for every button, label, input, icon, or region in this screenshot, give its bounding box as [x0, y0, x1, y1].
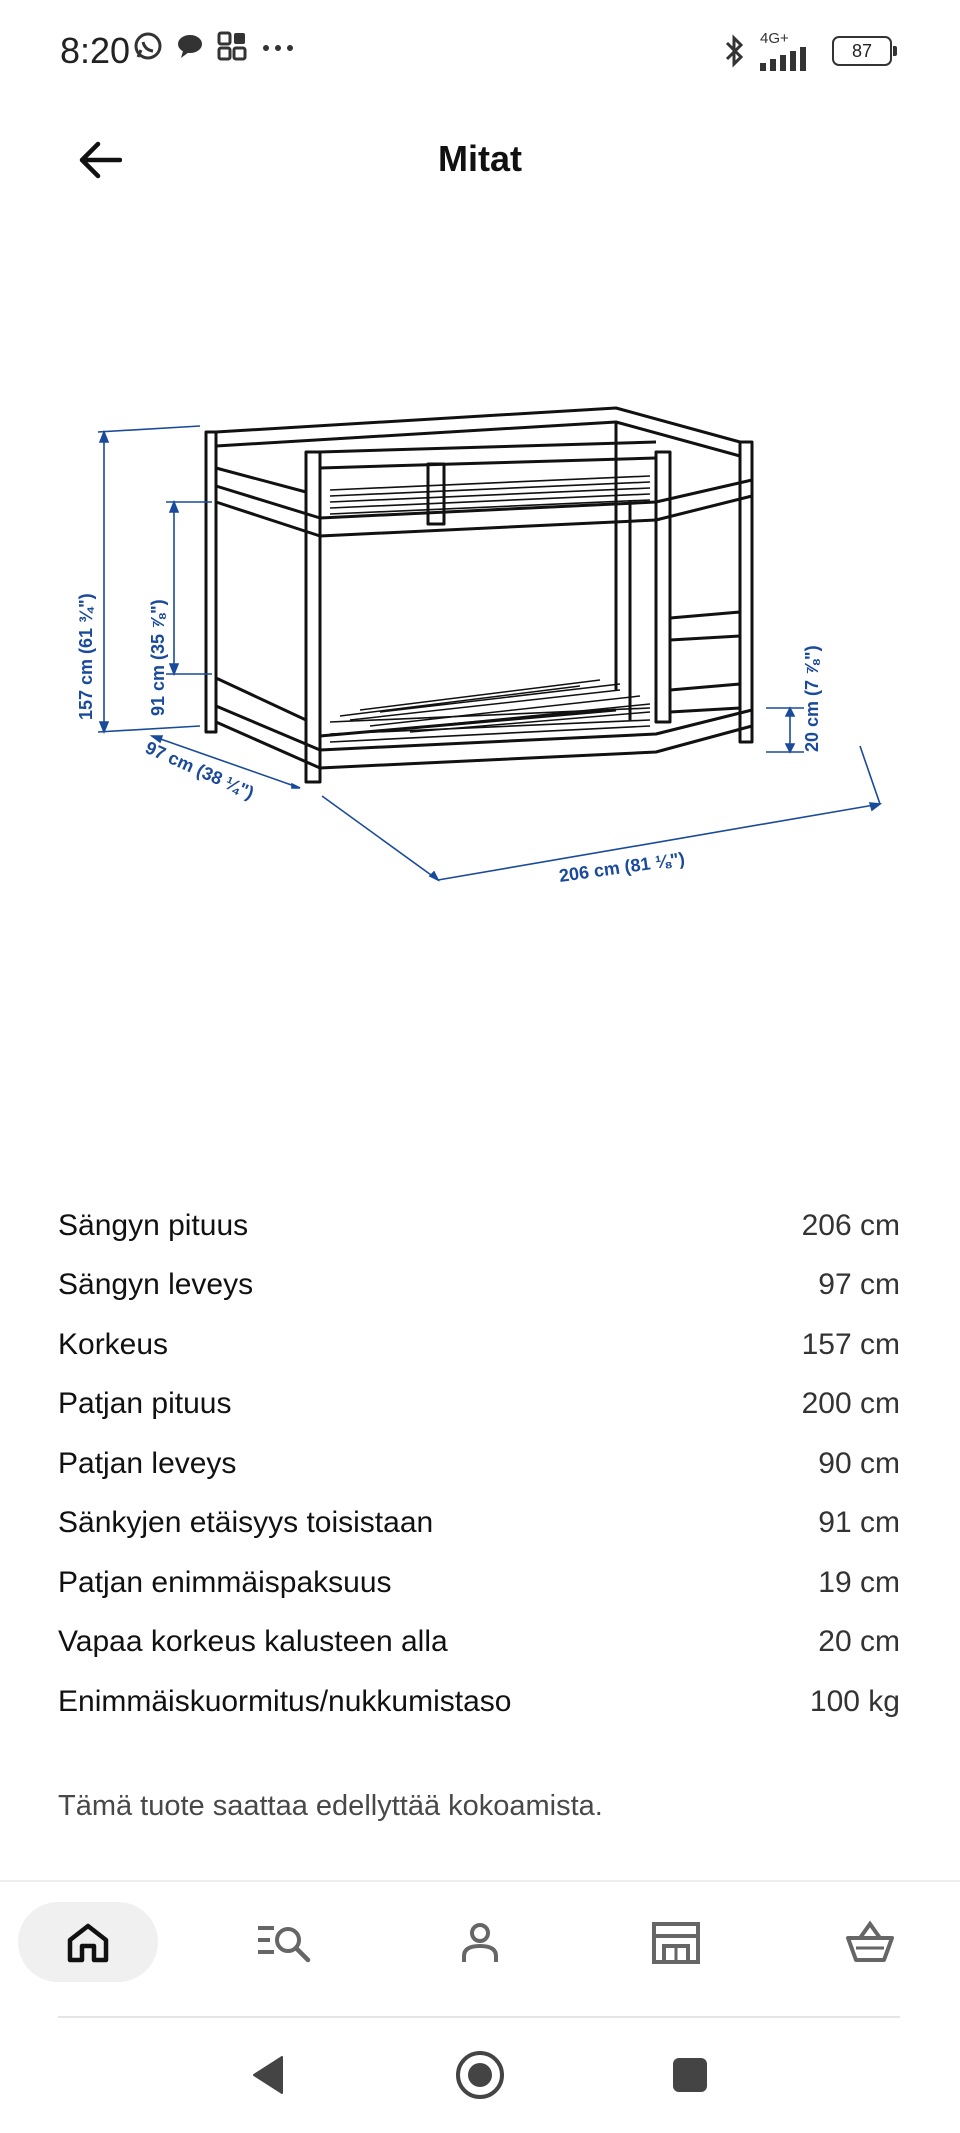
spec-value: 90 cm	[818, 1446, 900, 1480]
spec-label: Sänkyjen etäisyys toisistaan	[58, 1506, 434, 1540]
status-bar	[0, 0, 960, 100]
spec-label: Patjan pituus	[58, 1387, 232, 1421]
nav-basket[interactable]	[800, 1902, 940, 1982]
nav-divider	[0, 1880, 960, 1882]
spec-label: Patjan leveys	[58, 1446, 237, 1480]
apps-grid-icon	[216, 30, 248, 62]
battery-indicator: 87	[832, 36, 892, 66]
system-recents-button[interactable]	[650, 2040, 730, 2110]
system-home-button[interactable]	[440, 2040, 520, 2110]
system-back-button[interactable]	[228, 2040, 308, 2110]
home-icon	[64, 1918, 112, 1966]
chat-bubble-icon	[174, 30, 206, 62]
spec-row	[58, 1315, 900, 1375]
spec-value: 200 cm	[801, 1387, 900, 1421]
spec-value: 157 cm	[801, 1327, 900, 1361]
spec-row	[58, 1613, 900, 1673]
spec-row	[58, 1494, 900, 1554]
system-status-icons	[722, 30, 892, 71]
spec-label: Sängyn pituus	[58, 1208, 249, 1242]
dim-bunk-gap-label: 91 cm (35 ⅞")	[148, 599, 168, 716]
dim-width-label: 97 cm (38 ¼")	[142, 737, 258, 804]
profile-icon	[456, 1918, 504, 1966]
spec-value: 97 cm	[818, 1268, 900, 1302]
spec-label: Vapaa korkeus kalusteen alla	[58, 1625, 448, 1659]
spec-row	[58, 1553, 900, 1613]
spec-row	[58, 1256, 900, 1316]
spec-value: 100 kg	[809, 1684, 900, 1718]
spec-list	[58, 1196, 900, 1732]
assembly-note: Tämä tuote saattaa edellyttää kokoamista.	[58, 1790, 603, 1822]
back-triangle-icon	[248, 2053, 288, 2097]
nav-store[interactable]	[606, 1902, 746, 1982]
spec-row	[58, 1434, 900, 1494]
spec-label: Sängyn leveys	[58, 1268, 254, 1302]
spec-row	[58, 1375, 900, 1435]
bunk-bed-illustration	[60, 390, 900, 1050]
search-list-icon	[256, 1918, 312, 1966]
dim-length-label: 206 cm (81 ⅛")	[557, 848, 686, 886]
nav-divider-bottom	[58, 2016, 900, 2018]
page-title: Mitat	[438, 138, 522, 179]
more-dots-icon	[258, 30, 298, 62]
spec-value: 20 cm	[818, 1625, 900, 1659]
spec-label: Korkeus	[58, 1327, 169, 1361]
nav-home[interactable]	[18, 1902, 158, 1982]
nav-search[interactable]	[214, 1902, 354, 1982]
network-type: 4G+	[760, 30, 789, 47]
whatsapp-icon	[132, 30, 164, 62]
nav-profile[interactable]	[410, 1902, 550, 1982]
signal-icon	[760, 47, 820, 71]
spec-value: 206 cm	[801, 1208, 900, 1242]
recents-square-icon	[670, 2055, 710, 2095]
spec-value: 19 cm	[818, 1565, 900, 1599]
home-circle-icon	[454, 2049, 506, 2101]
bunk-bed-drawing	[60, 390, 900, 1050]
bluetooth-icon	[722, 33, 748, 69]
dim-clearance-label: 20 cm (7 ⅞")	[802, 645, 822, 752]
spec-label: Patjan enimmäispaksuus	[58, 1565, 392, 1599]
spec-row	[58, 1196, 900, 1256]
spec-value: 91 cm	[818, 1506, 900, 1540]
basket-icon	[844, 1918, 896, 1966]
bottom-nav	[0, 1902, 960, 1998]
spec-row	[58, 1672, 900, 1732]
spec-label: Enimmäiskuormitus/nukkumistaso	[58, 1684, 512, 1718]
status-time: 8:20	[60, 30, 131, 71]
store-icon	[650, 1918, 702, 1966]
notification-icons	[132, 30, 298, 62]
header	[0, 110, 960, 210]
dim-height-label: 157 cm (61 ¾")	[76, 593, 96, 720]
system-nav	[0, 2030, 960, 2120]
